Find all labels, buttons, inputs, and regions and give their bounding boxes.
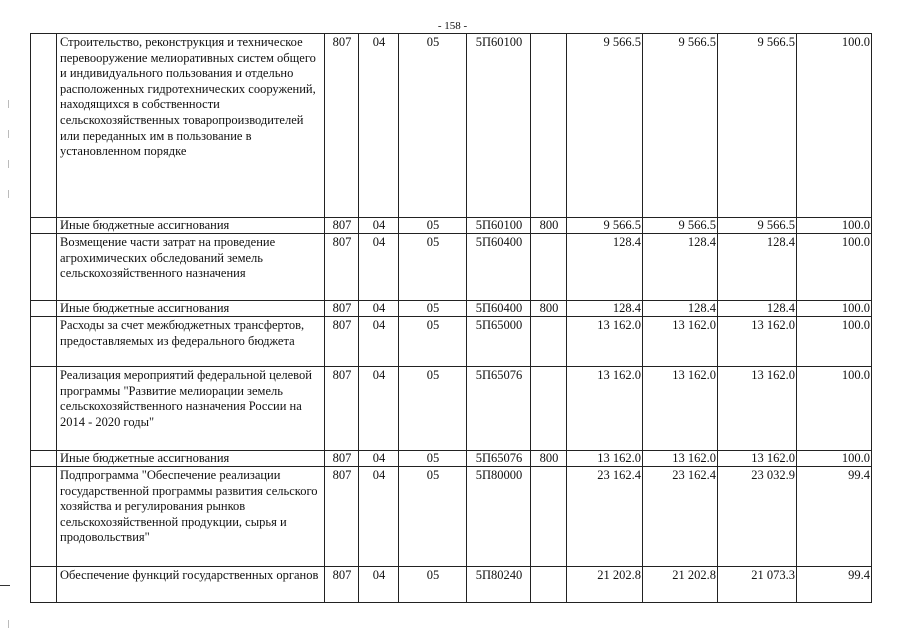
row-name: Иные бюджетные ассигнования (57, 451, 325, 467)
row-name: Иные бюджетные ассигнования (57, 218, 325, 234)
table-row (31, 34, 872, 218)
gutter-cell (31, 218, 57, 234)
value-1: 9 566.5 (567, 34, 643, 218)
value-2: 13 162.0 (643, 451, 718, 467)
value-3: 128.4 (718, 234, 797, 301)
table-body (31, 34, 872, 603)
value-2: 9 566.5 (643, 218, 718, 234)
target-code: 5П60400 (467, 301, 531, 317)
ministry-code: 807 (325, 451, 359, 467)
binding-mark (0, 585, 10, 586)
section-code: 04 (359, 367, 399, 451)
expense-type (531, 234, 567, 301)
ministry-code: 807 (325, 317, 359, 367)
subsection-code: 05 (399, 467, 467, 567)
value-1: 13 162.0 (567, 317, 643, 367)
target-code: 5П65000 (467, 317, 531, 367)
value-3: 9 566.5 (718, 34, 797, 218)
ministry-code: 807 (325, 367, 359, 451)
percent-value: 100.0 (797, 34, 872, 218)
percent-value: 100.0 (797, 218, 872, 234)
expense-type: 800 (531, 301, 567, 317)
budget-table-container (30, 33, 872, 603)
scan-artifact (8, 160, 9, 168)
value-1: 21 202.8 (567, 567, 643, 603)
percent-value: 100.0 (797, 234, 872, 301)
row-name: Подпрограмма "Обеспечение реализации государственной программы развития сельского хозяйства и регулирования рынков сельскохозяйственной продукции, сырья и продовольствия" (57, 467, 325, 567)
target-code: 5П65076 (467, 367, 531, 451)
expense-type: 800 (531, 451, 567, 467)
target-code: 5П60100 (467, 34, 531, 218)
subsection-code: 05 (399, 218, 467, 234)
percent-value: 100.0 (797, 367, 872, 451)
subsection-code: 05 (399, 317, 467, 367)
value-3: 23 032.9 (718, 467, 797, 567)
value-1: 128.4 (567, 301, 643, 317)
value-2: 9 566.5 (643, 34, 718, 218)
value-1: 13 162.0 (567, 451, 643, 467)
section-code: 04 (359, 451, 399, 467)
target-code: 5П60100 (467, 218, 531, 234)
section-code: 04 (359, 317, 399, 367)
gutter-cell (31, 234, 57, 301)
row-name: Строительство, реконструкция и техническое перевооружение мелиоративных систем общего и индивидуального пользования и отдельно расположенных гидротехнических сооружений, находящихся в собственности сельскохозяйственных товаропроизводителей или переданных им в пользование в установленном порядке (57, 34, 325, 218)
gutter-cell (31, 567, 57, 603)
table-row (31, 567, 872, 603)
expense-type: 800 (531, 218, 567, 234)
gutter-cell (31, 301, 57, 317)
budget-table (30, 33, 872, 603)
percent-value: 100.0 (797, 301, 872, 317)
value-1: 13 162.0 (567, 367, 643, 451)
target-code: 5П80000 (467, 467, 531, 567)
table-row (31, 218, 872, 234)
section-code: 04 (359, 467, 399, 567)
ministry-code: 807 (325, 301, 359, 317)
value-3: 21 073.3 (718, 567, 797, 603)
section-code: 04 (359, 301, 399, 317)
expense-type (531, 34, 567, 218)
table-row (31, 301, 872, 317)
table-row (31, 451, 872, 467)
table-row (31, 317, 872, 367)
section-code: 04 (359, 34, 399, 218)
section-code: 04 (359, 234, 399, 301)
ministry-code: 807 (325, 567, 359, 603)
gutter-cell (31, 467, 57, 567)
subsection-code: 05 (399, 451, 467, 467)
scan-artifact (8, 130, 9, 138)
table-row (31, 367, 872, 451)
value-2: 13 162.0 (643, 367, 718, 451)
gutter-cell (31, 317, 57, 367)
section-code: 04 (359, 218, 399, 234)
section-code: 04 (359, 567, 399, 603)
expense-type (531, 567, 567, 603)
subsection-code: 05 (399, 234, 467, 301)
value-3: 13 162.0 (718, 317, 797, 367)
row-name: Реализация мероприятий федеральной целевой программы "Развитие мелиорации земель сельскохозяйственного назначения России на 2014 - 2020 годы" (57, 367, 325, 451)
row-name: Иные бюджетные ассигнования (57, 301, 325, 317)
ministry-code: 807 (325, 467, 359, 567)
table-row (31, 234, 872, 301)
value-1: 128.4 (567, 234, 643, 301)
row-name: Обеспечение функций государственных органов (57, 567, 325, 603)
value-3: 13 162.0 (718, 451, 797, 467)
expense-type (531, 317, 567, 367)
percent-value: 99.4 (797, 467, 872, 567)
value-3: 13 162.0 (718, 367, 797, 451)
percent-value: 100.0 (797, 317, 872, 367)
gutter-cell (31, 34, 57, 218)
scan-artifact (8, 190, 9, 198)
percent-value: 100.0 (797, 451, 872, 467)
ministry-code: 807 (325, 218, 359, 234)
gutter-cell (31, 367, 57, 451)
target-code: 5П60400 (467, 234, 531, 301)
ministry-code: 807 (325, 234, 359, 301)
value-3: 9 566.5 (718, 218, 797, 234)
scan-artifact (8, 100, 9, 108)
expense-type (531, 467, 567, 567)
table-row (31, 467, 872, 567)
target-code: 5П80240 (467, 567, 531, 603)
row-name: Возмещение части затрат на проведение агрохимических обследований земель сельскохозяйственного назначения (57, 234, 325, 301)
ministry-code: 807 (325, 34, 359, 218)
scan-artifact (8, 620, 9, 628)
value-2: 13 162.0 (643, 317, 718, 367)
expense-type (531, 367, 567, 451)
target-code: 5П65076 (467, 451, 531, 467)
value-1: 23 162.4 (567, 467, 643, 567)
value-2: 23 162.4 (643, 467, 718, 567)
value-2: 128.4 (643, 301, 718, 317)
percent-value: 99.4 (797, 567, 872, 603)
subsection-code: 05 (399, 34, 467, 218)
subsection-code: 05 (399, 367, 467, 451)
gutter-cell (31, 451, 57, 467)
subsection-code: 05 (399, 301, 467, 317)
value-2: 128.4 (643, 234, 718, 301)
value-1: 9 566.5 (567, 218, 643, 234)
subsection-code: 05 (399, 567, 467, 603)
row-name: Расходы за счет межбюджетных трансфертов, предоставляемых из федерального бюджета (57, 317, 325, 367)
value-2: 21 202.8 (643, 567, 718, 603)
page-number: - 158 - (437, 20, 468, 32)
value-3: 128.4 (718, 301, 797, 317)
